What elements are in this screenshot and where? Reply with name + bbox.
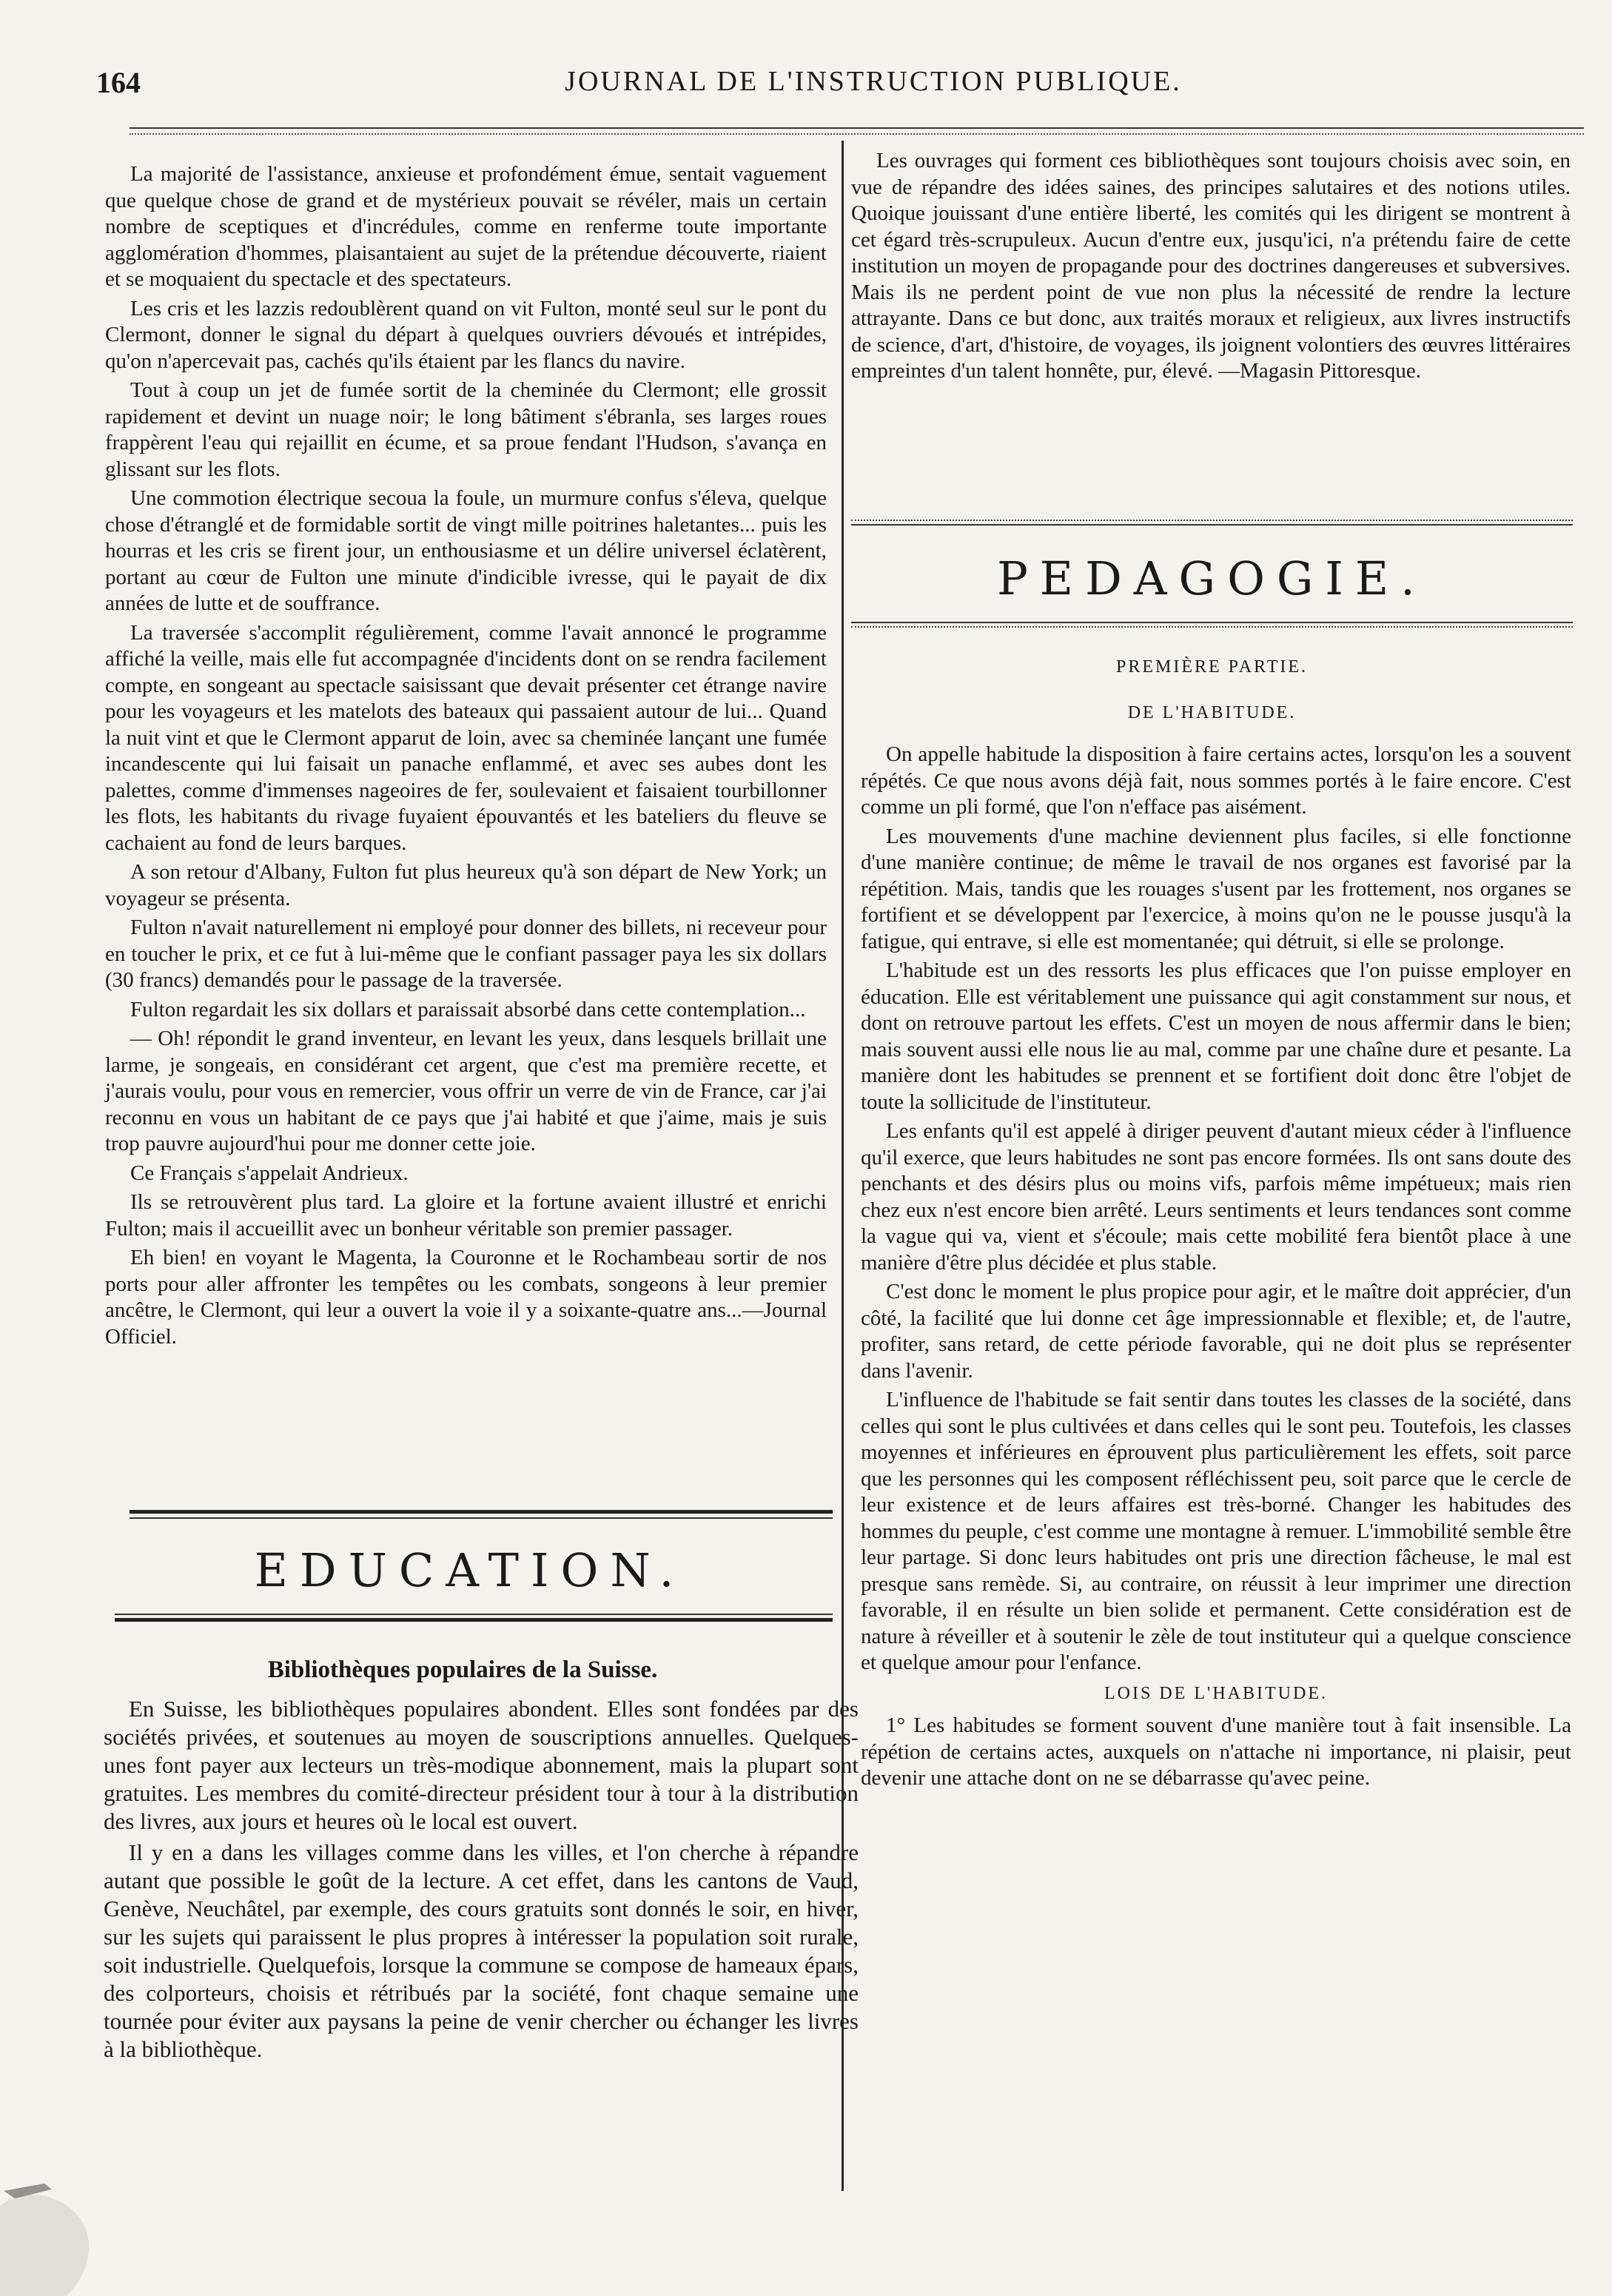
paragraph: A son retour d'Albany, Fulton fut plus heureux qu'à son départ de New York; un voyageur se présenta. bbox=[105, 860, 827, 910]
page-header bbox=[89, 65, 1576, 110]
paper-stain bbox=[0, 2176, 111, 2296]
paragraph: 1° Les habitudes se forment souvent d'une manière tout à fait insensible. La répétion de certains actes, auxquels on n'attache ni importance, ni plaisir, peut devenir une attache dont on ne se débarrasse qu'avec peine. bbox=[861, 1713, 1571, 1790]
left-column-bibliotheques bbox=[104, 1695, 859, 2067]
paragraph: Il y en a dans les villages comme dans les villes, et l'on cherche à répandre autant que possible le goût de la lecture. A cet effet, dans les cantons de Vaud, Genève, Neuchâtel, par exemple, des cours gratuits sont donnés le soir, en hiver, sur les sujets qui paraissent le plus propres à intéresser la population soit rurale, soit industrielle. Quelquefois, lorsque la commune se compose de hameaux épars, des colporteurs, choisis et rétribués par la société, font chaque semaine une tournée pour éviter aux paysans la peine de venir chercher ou échanger les livres à la bibliothèque. bbox=[104, 1839, 859, 2062]
paragraph: Tout à coup un jet de fumée sortit de la cheminée du Clermont; elle grossit rapidement et devint un nuage noir; le long bâtiment s'ébranla, ses larges roues frappèrent l'eau qui rejaillit en écume, et sa proue fendant l'Hudson, s'avança en glissant sur les flots. bbox=[105, 378, 827, 481]
paragraph: Une commotion électrique secoua la foule, un murmure confus s'éleva, quelque chose d'étranglé et de formidable sortit de vingt mille poitrines haletantes... puis les hourras et les cris se firent jour, un enthousiasme et un délire universel éclatèrent, portant au cœur de Fulton une minute d'indicible ivresse, qui le payait de dix années de lutte et de souffrance. bbox=[105, 486, 827, 615]
paragraph: Les cris et les lazzis redoublèrent quand on vit Fulton, monté seul sur le pont du Clermont, donner le signal du départ à quelques ouvriers dévoués et intrépides, qu'on n'apercevait pas, cachés qu'ils étaient par les flancs du navire. bbox=[105, 296, 827, 373]
paragraph: — Oh! répondit le grand inventeur, en levant les yeux, dans lesquels brillait une larme, je songeais, en considérant cet argent, que c'est ma première recette, et j'aurais voulu, pour vous en remercier, vous offrir un verre de vin de France, car j'ai reconnu en vous un habitant de ce pays que j'ai habité et que j'aime, mais je suis trop pauvre aujourd'hui pour me donner cette joie. bbox=[105, 1027, 827, 1155]
paragraph: Ce Français s'appelait Andrieux. bbox=[130, 1161, 409, 1185]
article-title: Bibliothèques populaires de la Suisse. bbox=[267, 1656, 658, 1683]
paragraph: On appelle habitude la disposition à faire certains actes, lorsqu'on les a souvent répétés. Ce que nous avons déjà fait, nous sommes portés à le faire encore. C'est comme un pli formé, que l'on n'efface pas aisément. bbox=[861, 742, 1571, 819]
paragraph: Fulton n'avait naturellement ni employé pour donner des billets, ni receveur pour en toucher le prix, et ce fut à lui-même que le confiant passager paya les six dollars (30 francs) demandés pour le passage de la traversée. bbox=[105, 916, 827, 992]
paragraph: La traversée s'accomplit régulièrement, comme l'avait annoncé le programme affiché la veille, mais elle fut accompagnée d'incidents dont on se rendra facilement compte, en songeant au spectacle saisissant que devait présenter cet étrange navire pour les voyageurs et les matelots des bateaux qui passaient autour de lui... Quand la nuit vint et que le Clermont apparut de loin, avec sa cheminée lançant une fumée incandescente qui lui faisait un panache enflammé, et avec ses aubes dont les palettes, comme d'immenses nageoires de fer, soulevaient et faisaient tourbillonner les flots, les habitants du rivage fuyaient épouvantés et les bateliers du fleuve se cachaient au fond de leurs barques. bbox=[105, 620, 827, 855]
paragraph: Eh bien! en voyant le Magenta, la Couronne et le Rochambeau sortir de nos ports pour aller affronter les tempêtes ou les combats, songeons à leur premier ancêtre, le Clermont, qui leur a ouvert la voie il y a soixante-quatre ans...—Journal Officiel. bbox=[105, 1246, 827, 1349]
paragraph: L'habitude est un des ressorts les plus efficaces que l'on puisse employer en éducation. Elle est véritablement une puissance qui agit constamment sur nous, et dont on retrouve partout les effets. C'est un moyen de nous affermir dans le bien; mais souvent aussi elle nous lie au mal, comme par une chaîne dure et pesante. La manière dont les habitudes se prennent et se fortifient doit donc être l'objet de toute la sollicitude de l'instituteur. bbox=[861, 959, 1571, 1114]
paragraph: La majorité de l'assistance, anxieuse et profondément émue, sentait vaguement que quelque chose de grand et de mystérieux pouvait se révéler, mais un certain nombre de sceptiques et d'incrédules, comme en renferme toute importante agglomération d'hommes, plaisantaient au sujet de la prétendue découverte, riaient et se moquaient du spectacle et des spectateurs. bbox=[105, 162, 827, 291]
paragraph: Fulton regardait les six dollars et paraissait absorbé dans cette contemplation... bbox=[130, 997, 806, 1021]
chapter-heading: DE L'HABITUDE. bbox=[1127, 703, 1297, 722]
paragraph: L'influence de l'habitude se fait sentir dans toutes les classes de la société, dans celles qui sont le plus cultivées et dans celles qui le sont peu. Toutefois, les classes moyennes et inférieures en éprouvent plus particulièrement les effets, soit parce que les personnes qui les composent réfléchissent peu, soit parce que le cercle de leur existence et de leurs affaires est très-borné. Changer les habitudes des hommes du peuple, c'est comme une montagne à remuer. L'immobilité semble être leur partage. Si donc leurs habitudes ont pris une direction fâcheuse, le mal est presque sans remède. Si, au contraire, on réussit à leur imprimer une direction favorable, il en résulte un bien solide et permanent. Cette considération est de nature à réveiller et à soutenir le zèle de tout instituteur qui a quelque conscience et quelque amour pour l'enfance. bbox=[861, 1388, 1571, 1674]
pedagogie-section-title: PEDAGOGIE. bbox=[997, 551, 1427, 605]
page-number: 164 bbox=[96, 66, 141, 99]
paragraph: Les mouvements d'une machine deviennent plus faciles, si elle fonctionne d'une manière continue; de même le travail de nos organes est favorisé par la répétition. Mais, tandis que les rouages s'usent par les frottement, nos organes se fortifient et se développent par l'exercice, à moins qu'on ne le pousse jusqu'à la fatigue, qui entrave, si elle est momentanée; qui détruit, si elle se prolonge. bbox=[861, 824, 1571, 953]
paragraph: Les enfants qu'il est appelé à diriger peuvent d'autant mieux céder à l'influence qu'il exerce, que leurs habitudes ne sont pas encore formées. Ils ont sans doute des penchants et des désirs plus ou moins vifs, parfois même impétueux; mais rien chez eux n'est encore bien arrêté. Leurs sentiments et leurs tendances sont comme la vague qui va, vient et s'écoule; mais cette mobilité fera bientôt place à une manière d'être plus décidée et plus stable. bbox=[861, 1119, 1571, 1275]
education-top-rule bbox=[130, 1510, 833, 1522]
lois-heading: LOIS DE L'HABITUDE. bbox=[1104, 1683, 1328, 1703]
paragraph: Ils se retrouvèrent plus tard. La gloire et la fortune avaient illustré et enrichi Fulton; mais il accueillit avec un bonheur véritable son premier passager. bbox=[105, 1190, 827, 1241]
header-rule bbox=[130, 127, 1584, 135]
pedagogie-bottom-rule bbox=[851, 622, 1573, 631]
paragraph: Les ouvrages qui forment ces bibliothèques sont toujours choisis avec soin, en vue de répandre des idées saines, des principes salutaires et des notions utiles. Quoique jouissant d'une entière liberté, les comités qui les dirigent se montrent à cet égard très-scrupuleux. Aucun d'entre eux, jusqu'ici, n'a prétendu faire de cette institution un moyen de propagande pour des doctrines dangereuses et subversives. Mais ils ne perdent point de vue non plus la nécessité de rendre la lecture attrayante. Dans ce but donc, aux traités moraux et religieux, aux livres instructifs de science, d'art, d'histoire, de voyages, ils joignent volontiers des œuvres littéraires empreintes d'un talent honnête, pur, élevé. —Magasin Pittoresque. bbox=[851, 149, 1571, 383]
education-bottom-rule bbox=[115, 1614, 833, 1625]
right-column-top bbox=[851, 148, 1571, 388]
education-section-title: EDUCATION. bbox=[254, 1543, 686, 1597]
running-title: JOURNAL DE L'INSTRUCTION PUBLIQUE. bbox=[565, 66, 1182, 97]
paragraph: En Suisse, les bibliothèques populaires abondent. Elles sont fondées par des sociétés privées, et soutenues au moyen de souscriptions annuelles. Quelques-unes font payer aux lecteurs un très-modique abonnement, mais la plupart sont gratuites. Les membres du comité-directeur président tour à tour à la distribution des livres, aux jours et heures où le local est ouvert. bbox=[104, 1696, 859, 1834]
right-column-habitude bbox=[861, 742, 1571, 1795]
part-heading: PREMIÈRE PARTIE. bbox=[1115, 657, 1309, 677]
pedagogie-top-rule bbox=[851, 520, 1573, 528]
left-column-fulton-story bbox=[105, 161, 827, 1353]
paragraph: C'est donc le moment le plus propice pour agir, et le maître doit apprécier, d'un côté, la facilité que lui donne cet âge impressionnable et flexible; et, de l'autre, profiter, sans retard, de cette période favorable, qui ne doit plus se représenter dans l'avenir. bbox=[861, 1280, 1571, 1383]
